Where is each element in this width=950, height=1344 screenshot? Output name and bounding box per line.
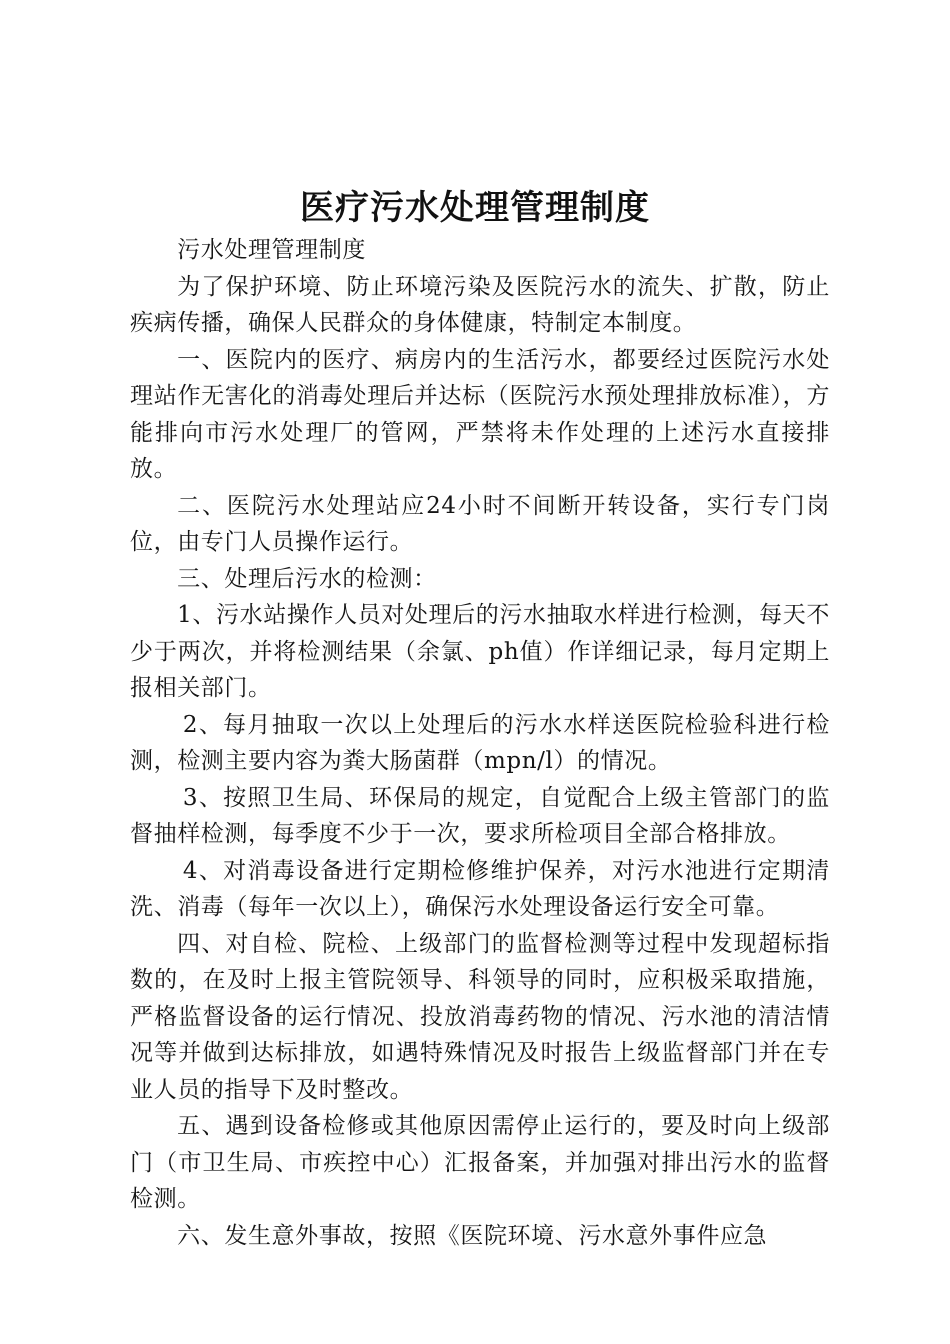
paragraph-intro: 为了保护环境、防止环境污染及医院污水的流失、扩散，防止疾病传播，确保人民群众的身体健康，特制定本制度。 xyxy=(130,273,830,336)
paragraph-section-2: 二、医院污水处理站应24小时不间断开转设备，实行专门岗位，由专门人员操作运行。 xyxy=(130,492,830,555)
document-body xyxy=(130,232,830,1254)
paragraph-item-2: 2、每月抽取一次以上处理后的污水水样送医院检验科进行检测，检测主要内容为粪大肠菌群（mpn/l）的情况。 xyxy=(130,711,830,774)
paragraph-section-5: 五、遇到设备检修或其他原因需停止运行的，要及时向上级部门（市卫生局、市疾控中心）汇报备案，并加强对排出污水的监督检测。 xyxy=(130,1113,830,1212)
paragraph-section-3: 三、处理后污水的检测： xyxy=(177,565,437,592)
paragraph-section-6: 六、发生意外事故，按照《医院环境、污水意外事件应急 xyxy=(177,1222,768,1249)
document-title: 医疗污水处理管理制度 xyxy=(300,188,650,228)
paragraph-subtitle: 污水处理管理制度 xyxy=(177,237,366,263)
paragraph-item-4: 4、对消毒设备进行定期检修维护保养，对污水池进行定期清洗、消毒（每年一次以上），确保污水处理设备运行安全可靠。 xyxy=(130,857,830,920)
paragraph-section-1: 一、医院内的医疗、病房内的生活污水，都要经过医院污水处理站作无害化的消毒处理后并达标（医院污水预处理排放标准），方能排向市污水处理厂的管网，严禁将未作处理的上述污水直接排放。 xyxy=(130,346,830,482)
paragraph-item-3: 3、按照卫生局、环保局的规定，自觉配合上级主管部门的监督抽样检测，每季度不少于一次，要求所检项目全部合格排放。 xyxy=(130,784,830,847)
paragraph-section-4: 四、对自检、院检、上级部门的监督检测等过程中发现超标指数的，在及时上报主管院领导、科领导的同时，应积极采取措施，严格监督设备的运行情况、投放消毒药物的情况、污水池的清洁情况等并做到达标排放，如遇特殊情况及时报告上级监督部门并在专业人员的指导下及时整改。 xyxy=(130,930,830,1103)
paragraph-item-1: 1、污水站操作人员对处理后的污水抽取水样进行检测，每天不少于两次，并将检测结果（余氯、ph值）作详细记录，每月定期上报相关部门。 xyxy=(130,602,830,701)
